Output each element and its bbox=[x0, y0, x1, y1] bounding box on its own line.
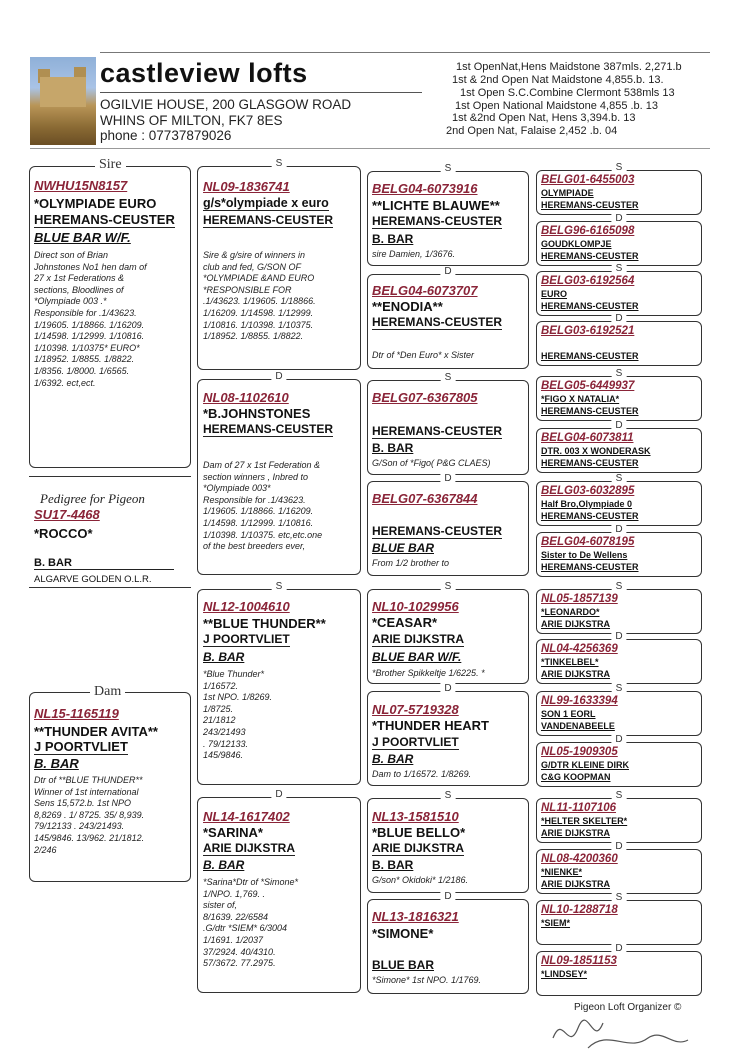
subject-color: B. BAR bbox=[34, 557, 174, 570]
gen4-line1: G/DTR KLEINE DIRK bbox=[541, 760, 630, 770]
sds-tag: S bbox=[441, 372, 456, 384]
gen4-tag: S bbox=[612, 368, 627, 380]
gen4-ring: NL09-1851153 bbox=[541, 955, 617, 967]
gen4-line1: EURO bbox=[541, 289, 568, 299]
gen4-tag: D bbox=[611, 943, 626, 955]
ddd-ring: NL13-1816321 bbox=[372, 909, 459, 924]
gen4-ring: BELG03-6192521 bbox=[541, 325, 635, 337]
ssd-name: **ENODIA** bbox=[372, 299, 443, 314]
subject-box bbox=[29, 476, 191, 478]
gen4-line1: *FIGO X NATALIA* bbox=[541, 394, 620, 404]
gen4-line1: *HELTER SKELTER* bbox=[541, 816, 628, 826]
ddd-description: *Simone* 1st NPO. 1/1769. bbox=[372, 975, 482, 985]
dsd-tag: D bbox=[440, 683, 455, 695]
sire-breeder: HEREMANS-CEUSTER bbox=[34, 212, 175, 227]
dss-description: *Brother Spikkeltje 1/6225. * bbox=[372, 668, 485, 678]
gen4-line1: *NIENKE* bbox=[541, 867, 583, 877]
ss-description: Sire & g/sire of winners in club and fed, G/SON OF *OLYMPIADE &AND EURO *RESPONSIBLE FOR .1/43623. 1/19605. 1/18866. 1/16209. 1/14598. 1/12999. 1/10816. 1/10398. 1/10375. 1/18952. 1/8855. 1/8822. bbox=[203, 250, 316, 342]
gen4-line2: HEREMANS-CEUSTER bbox=[541, 301, 639, 311]
dss-breeder: ARIE DIJKSTRA bbox=[372, 632, 465, 646]
sdd-tag: D bbox=[440, 473, 455, 485]
gen4-tag: D bbox=[611, 524, 626, 536]
dss-ring: NL10-1029956 bbox=[372, 599, 459, 614]
dss-tag: S bbox=[441, 581, 456, 593]
sire-name: *OLYMPIADE EURO bbox=[34, 196, 157, 211]
ddd-color: BLUE BAR bbox=[372, 958, 434, 972]
dd-tag: D bbox=[271, 789, 286, 801]
gen4-line2: ARIE DIJKSTRA bbox=[541, 879, 611, 889]
gen4-ring: NL04-4256369 bbox=[541, 643, 618, 655]
gen4-line1: *SIEM* bbox=[541, 918, 571, 928]
sss-description: sire Damien, 1/3676. bbox=[372, 249, 456, 259]
sdd-ring: BELG07-6367844 bbox=[372, 491, 478, 506]
gen4-tag: S bbox=[612, 162, 627, 174]
subject-rule bbox=[29, 587, 191, 588]
result-6: 2nd Open Nat, Falaise 2,452 .b. 04 bbox=[446, 125, 618, 137]
sdd-breeder: HEREMANS-CEUSTER bbox=[372, 524, 503, 538]
ddd-name: *SIMONE* bbox=[372, 926, 434, 941]
sire-ring: NWHU15N8157 bbox=[34, 178, 128, 193]
sss-ring: BELG04-6073916 bbox=[372, 181, 478, 196]
gen4-line2: HEREMANS-CEUSTER bbox=[541, 251, 639, 261]
sire-label: Sire bbox=[95, 157, 126, 173]
gen4-line2: HEREMANS-CEUSTER bbox=[541, 200, 639, 210]
dsd-description: Dam to 1/16572. 1/8269. bbox=[372, 769, 472, 779]
gen4-line2: HEREMANS-CEUSTER bbox=[541, 406, 639, 416]
dds-description: G/son* Okidoki* 1/2186. bbox=[372, 875, 469, 885]
gen4-line2: HEREMANS-CEUSTER bbox=[541, 511, 639, 521]
dds-tag: S bbox=[441, 790, 456, 802]
result-5: 1st &2nd Open Nat, Hens 3,394.b. 13 bbox=[452, 112, 636, 124]
header-divider bbox=[30, 148, 710, 149]
dam-name: **THUNDER AVITA** bbox=[34, 724, 158, 739]
gen4-line2: ARIE DIJKSTRA bbox=[541, 669, 611, 679]
gen4-ring: NL05-1909305 bbox=[541, 746, 618, 758]
dd-color: B. BAR bbox=[203, 858, 245, 872]
gen4-tag: S bbox=[612, 581, 627, 593]
gen4-line1: *TINKELBEL* bbox=[541, 657, 599, 667]
gen4-ring: NL99-1633394 bbox=[541, 695, 618, 707]
dam-description: Dtr of **BLUE THUNDER** Winner of 1st international Sens 15,572.b. 1st NPO 8,8269 . 1/ 8725. 35/ 8,939. 79/12133 . 243/21493. 145/9846. 13/962. 21/1812. 2/246 bbox=[34, 775, 145, 855]
gen4-tag: S bbox=[612, 790, 627, 802]
sss-name: **LICHTE BLAUWE** bbox=[372, 198, 500, 213]
sd-ring: NL08-1102610 bbox=[203, 390, 289, 405]
dsd-color: B. BAR bbox=[372, 752, 414, 766]
gen4-line2: ARIE DIJKSTRA bbox=[541, 828, 611, 838]
ss-breeder: HEREMANS-CEUSTER bbox=[203, 213, 334, 227]
gen4-line2: VANDENABEELE bbox=[541, 721, 615, 731]
ddd-tag: D bbox=[440, 891, 455, 903]
ds-tag: S bbox=[272, 581, 287, 593]
gen4-ring: BELG96-6165098 bbox=[541, 225, 635, 237]
subject-name: *ROCCO* bbox=[34, 526, 93, 541]
gen4-line2: HEREMANS-CEUSTER bbox=[541, 458, 639, 468]
gen4-tag: D bbox=[611, 420, 626, 432]
dds-ring: NL13-1581510 bbox=[372, 809, 459, 824]
dam-label: Dam bbox=[90, 684, 125, 700]
ssd-breeder: HEREMANS-CEUSTER bbox=[372, 315, 503, 329]
result-3: 1st Open S.C.Combine Clermont 538mls 13 bbox=[460, 87, 675, 99]
loft-logo bbox=[30, 57, 96, 145]
result-4: 1st Open National Maidstone 4,855 .b. 13 bbox=[455, 100, 659, 112]
dsd-breeder: J POORTVLIET bbox=[372, 735, 459, 749]
sds-color: B. BAR bbox=[372, 441, 414, 455]
gen4-line2: HEREMANS-CEUSTER bbox=[541, 562, 639, 572]
sds-ring: BELG07-6367805 bbox=[372, 390, 478, 405]
gen4-line1: GOUDKLOMPJE bbox=[541, 239, 612, 249]
gen4-tag: S bbox=[612, 263, 627, 275]
gen4-line1: *LINDSEY* bbox=[541, 969, 588, 979]
ss-name: g/s*olympiade x euro bbox=[203, 196, 329, 210]
gen4-tag: S bbox=[612, 683, 627, 695]
dd-name: *SARINA* bbox=[203, 825, 263, 840]
dd-breeder: ARIE DIJKSTRA bbox=[203, 841, 296, 855]
pedigree-title: Pedigree for Pigeon bbox=[40, 491, 145, 506]
sd-description: Dam of 27 x 1st Federation & section winners , Inbred to *Olympiade 003* Responsible for .1/43623. 1/19605. 1/18866. 1/16209. 1/14598. 1/12999. 1/10816. 1/10398. 1/10375. etc,etc.one of the best breeders ever, bbox=[203, 460, 323, 552]
brand-rule bbox=[100, 92, 422, 93]
gen4-line1: *LEONARDO* bbox=[541, 607, 600, 617]
dam-ring: NL15-1165119 bbox=[34, 706, 119, 721]
gen4-line1: SON 1 EORL bbox=[541, 709, 596, 719]
header-rule bbox=[100, 52, 710, 53]
dsd-ring: NL07-5719328 bbox=[372, 702, 459, 717]
dss-color: BLUE BAR W/F. bbox=[372, 650, 462, 664]
gen4-tag: D bbox=[611, 631, 626, 643]
ssd-ring: BELG04-6073707 bbox=[372, 283, 478, 298]
gen4-line2: C&G KOOPMAN bbox=[541, 772, 611, 782]
gen4-ring: BELG04-6073811 bbox=[541, 432, 634, 444]
dds-name: *BLUE BELLO* bbox=[372, 825, 466, 840]
subject-note: ALGARVE GOLDEN O.L.R. bbox=[34, 574, 152, 585]
footer-credit: Pigeon Loft Organizer © bbox=[574, 1002, 682, 1013]
gen4-tag: S bbox=[612, 892, 627, 904]
dsd-name: *THUNDER HEART bbox=[372, 718, 489, 733]
signature-mark bbox=[548, 1008, 708, 1058]
sdd-description: From 1/2 brother to bbox=[372, 558, 450, 568]
ds-color: B. BAR bbox=[203, 650, 245, 664]
dd-ring: NL14-1617402 bbox=[203, 809, 290, 824]
result-1: 1st OpenNat,Hens Maidstone 387mls. 2,271.b bbox=[456, 61, 682, 73]
sdd-color: BLUE BAR bbox=[372, 541, 434, 555]
gen4-ring: BELG04-6078195 bbox=[541, 536, 635, 548]
gen4-ring: BELG05-6449937 bbox=[541, 380, 635, 392]
ds-breeder: J POORTVLIET bbox=[203, 632, 290, 646]
sds-description: G/Son of *Figo( P&G CLAES) bbox=[372, 458, 491, 468]
gen4-tag: D bbox=[611, 313, 626, 325]
ssd-tag: D bbox=[440, 266, 455, 278]
gen4-line1: OLYMPIADE bbox=[541, 188, 594, 198]
gen4-line1: Half Bro,Olympiade 0 bbox=[541, 499, 633, 509]
gen4-ring: NL10-1288718 bbox=[541, 904, 618, 916]
gen4-tag: D bbox=[611, 841, 626, 853]
address-line-1: OGILVIE HOUSE, 200 GLASGOW ROAD bbox=[100, 97, 352, 112]
dds-color: B. BAR bbox=[372, 858, 414, 872]
ssd-description: Dtr of *Den Euro* x Sister bbox=[372, 350, 475, 360]
gen4-tag: S bbox=[612, 473, 627, 485]
address-line-2: WHINS OF MILTON, FK7 8ES bbox=[100, 113, 283, 128]
ds-description: *Blue Thunder* 1/16572. 1st NPO. 1/8269. 1/8725. 21/1812 243/21493 . 79/12133. 145/9846. bbox=[203, 669, 273, 761]
dss-name: *CEASAR* bbox=[372, 615, 438, 630]
sss-tag: S bbox=[441, 163, 456, 175]
sd-breeder: HEREMANS-CEUSTER bbox=[203, 422, 334, 436]
gen4-line2: ARIE DIJKSTRA bbox=[541, 619, 611, 629]
subject-ring: SU17-4468 bbox=[34, 507, 100, 522]
gen4-ring: BELG01-6455003 bbox=[541, 174, 635, 186]
gen4-ring: BELG03-6192564 bbox=[541, 275, 635, 287]
gen4-tag: D bbox=[611, 734, 626, 746]
result-2: 1st & 2nd Open Nat Maidstone 4,855.b. 13. bbox=[452, 74, 664, 86]
ds-ring: NL12-1004610 bbox=[203, 599, 290, 614]
sire-color: BLUE BAR W/F. bbox=[34, 230, 131, 245]
sss-color: B. BAR bbox=[372, 232, 414, 246]
dam-color: B. BAR bbox=[34, 756, 79, 771]
gen4-line2: HEREMANS-CEUSTER bbox=[541, 351, 639, 361]
gen4-ring: NL08-4200360 bbox=[541, 853, 618, 865]
dam-breeder: J POORTVLIET bbox=[34, 739, 128, 754]
dds-breeder: ARIE DIJKSTRA bbox=[372, 841, 465, 855]
gen4-ring: NL05-1857139 bbox=[541, 593, 618, 605]
sss-breeder: HEREMANS-CEUSTER bbox=[372, 214, 503, 228]
sd-tag: D bbox=[271, 371, 286, 383]
loft-name: castleview lofts bbox=[100, 58, 308, 88]
gen4-tag: D bbox=[611, 213, 626, 225]
gen4-ring: NL11-1107106 bbox=[541, 802, 617, 814]
gen4-line1: Sister to De Wellens bbox=[541, 550, 628, 560]
ss-ring: NL09-1836741 bbox=[203, 179, 290, 194]
phone: phone : 07737879026 bbox=[100, 128, 232, 143]
sd-name: *B.JOHNSTONES bbox=[203, 406, 311, 421]
gen4-ring: BELG03-6032895 bbox=[541, 485, 635, 497]
dd-description: *Sarina*Dtr of *Simone* 1/NPO. 1,769. . sister of, 8/1639. 22/6584 .G/dtr *SIEM* 6/3004 1/1691. 1/2037 37/2924. 40/4310. 57/3672. 77.2975. bbox=[203, 877, 299, 969]
sds-breeder: HEREMANS-CEUSTER bbox=[372, 424, 503, 438]
gen4-line1: DTR. 003 X WONDERASK bbox=[541, 446, 651, 456]
sire-description: Direct son of Brian Johnstones No1 hen dam of 27 x 1st Federations & sections, Bloodlines of *Olympiade 003 .* Responsible for .1/43623. 1/19605. 1/18866. 1/16209. 1/14598. 1/12999. 1/10816. 1/10398. 1/10375* EURO* 1/18952. 1/8855. 1/8822. 1/8356. 1/8000. 1/6565. 1/6392. ect,ect. bbox=[34, 250, 147, 388]
ss-tag: S bbox=[272, 158, 287, 170]
ds-name: **BLUE THUNDER** bbox=[203, 616, 326, 631]
